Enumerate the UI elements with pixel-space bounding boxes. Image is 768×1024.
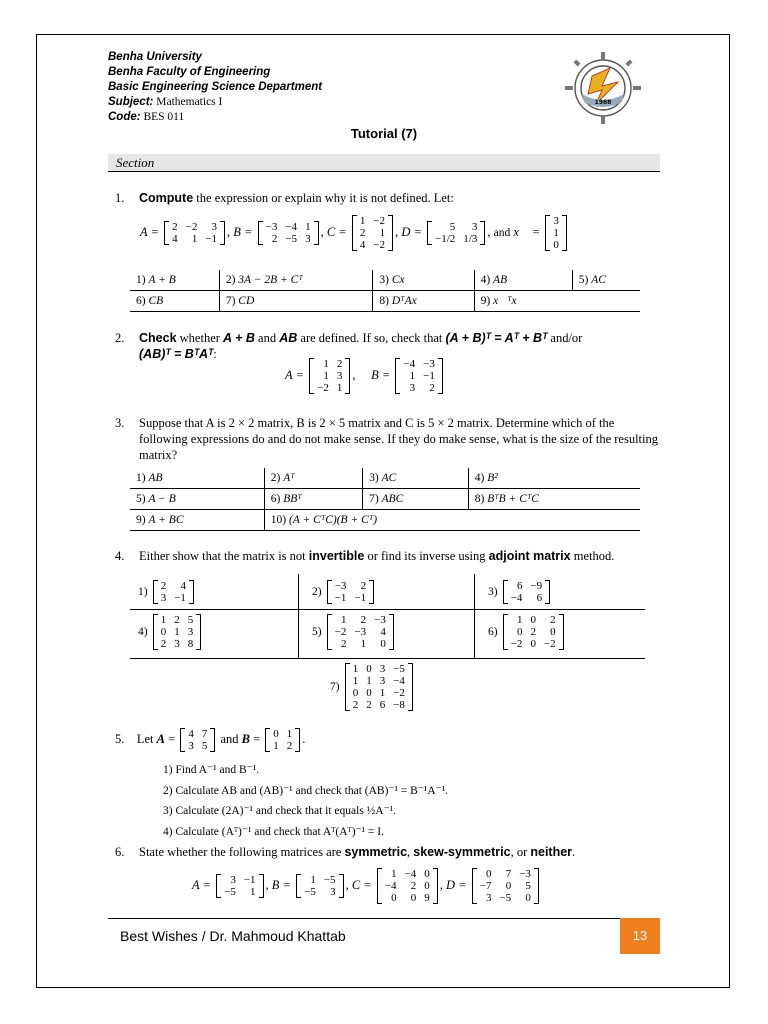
- q5-matrix-b: 0 1 1 2: [265, 728, 300, 752]
- q4-divider: [298, 574, 299, 658]
- q4-matrix-3: 3) 6 −9 −4 6: [488, 580, 552, 604]
- q1-item: 8) DᵀAx⃗: [373, 291, 474, 312]
- q3-item: 9) A + BC: [130, 510, 264, 531]
- question-5: 5. Let A = 4 7 3 5 and B = 0 1 1 2 .: [115, 728, 306, 752]
- q4-divider: [130, 658, 645, 659]
- q6-matrices: A = 3 −1 −5 1 , B = 1 −5 −5 3 , C = 1 −4 0 −4 2 0 0 0 9 , D = 0 7 −3 −7 0 5 3 −5 0: [192, 868, 541, 904]
- q5-subitems: [163, 760, 448, 842]
- q4-matrix-5: 5) 1 2 −3 −2 −3 4 2 1 0: [312, 614, 396, 650]
- department-name: Basic Engineering Science Department: [108, 81, 323, 93]
- q1-matrix-b: −3 −4 1 2 −5 3: [258, 221, 319, 245]
- q1-item: 3) Cx⃗: [373, 270, 474, 291]
- q6-matrix-b: 1 −5 −5 3: [296, 874, 343, 898]
- footer-rule: [108, 918, 660, 919]
- q1-item: 4) AB: [474, 270, 572, 291]
- code-line: Code: BES 011: [108, 111, 185, 123]
- faculty-logo-icon: [552, 46, 654, 126]
- q3-item: 3) AC: [363, 468, 469, 489]
- q3-expression-table: [130, 468, 640, 531]
- q3-item: 5) A − B: [130, 489, 264, 510]
- university-name: Benha University: [108, 51, 202, 63]
- q3-item: 7) ABC: [363, 489, 469, 510]
- q5-subitem: 1) Find A⁻¹ and B⁻¹.: [163, 764, 260, 776]
- q3-item: 1) AB: [130, 468, 264, 489]
- footer-text: Best Wishes / Dr. Mahmoud Khattab: [120, 928, 346, 944]
- faculty-name: Benha Faculty of Engineering: [108, 66, 271, 78]
- q1-item: 2) 3A − 2B + Cᵀ: [219, 270, 373, 291]
- header-block: [108, 50, 322, 125]
- q2-matrix-a: 1 2 1 3 −2 1: [309, 358, 350, 394]
- q4-matrix-1: 1) 2 4 3 −1: [138, 580, 196, 604]
- q1-matrices: A = 2 −2 3 4 1 −1 , B = −3 −4 1 2 −5 3 , C = 1 −2 2 1 4 −2 , D = 5 3 −1/2 1/3 , and x⃗ = 3 1 0: [140, 215, 569, 251]
- q2-matrix-b: −4 −3 1 −1 3 2: [395, 358, 442, 394]
- q1-item: 6) CB: [130, 291, 219, 312]
- q1-item: 7) CD: [219, 291, 373, 312]
- q2-matrices: A = 1 2 1 3 −2 1 , B = −4 −3 1 −1 3 2: [285, 358, 445, 394]
- q1-expression-table: [130, 270, 640, 312]
- q1-matrix-a: 2 −2 3 4 1 −1: [164, 221, 225, 245]
- q5-subitem: 3) Calculate (2A)⁻¹ and check that it equals ½A⁻¹.: [163, 805, 396, 817]
- q4-matrix-4: 4) 1 2 5 0 1 3 2 3 8: [138, 614, 203, 650]
- q1-matrix-c: 1 −2 2 1 4 −2: [352, 215, 393, 251]
- q5-subitem: 4) Calculate (Aᵀ)⁻¹ and check that Aᵀ(Aᵀ)⁻¹ = I.: [163, 825, 384, 838]
- q1-matrix-d: 5 3 −1/2 1/3: [427, 221, 485, 245]
- q5-matrix-a: 4 7 3 5: [180, 728, 215, 752]
- q4-divider: [130, 609, 645, 610]
- q3-item: 6) BBᵀ: [264, 489, 362, 510]
- q3-item: 2) Aᵀ: [264, 468, 362, 489]
- q5-subitem: 2) Calculate AB and (AB)⁻¹ and check that (AB)⁻¹ = B⁻¹A⁻¹.: [163, 784, 449, 797]
- q3-item: 8) BᵀB + CᵀC: [468, 489, 640, 510]
- q4-matrix-2: 2) −3 2 −1 −1: [312, 580, 376, 604]
- q3-item: 10) (A + CᵀC)(B + Cᵀ): [264, 510, 640, 531]
- q4-divider: [474, 574, 475, 658]
- q4-matrix-7: 7) 1 0 3 −5 1 1 3 −4 0 0 1 −2 2 2 6 −8: [330, 663, 415, 711]
- q4-matrix-6: 6) 1 0 2 0 2 0 −2 0 −2: [488, 614, 566, 650]
- q1-item: 9) x⃗ᵀx⃗: [474, 291, 572, 312]
- q1-item: 1) A + B: [130, 270, 219, 291]
- q6-matrix-c: 1 −4 0 −4 2 0 0 0 9: [377, 868, 438, 904]
- q1-vector-x: 3 1 0: [545, 215, 567, 251]
- q6-matrix-a: 3 −1 −5 1: [216, 874, 263, 898]
- q1-item: 5) AC: [572, 270, 640, 291]
- subject-line: Subject: Mathematics I: [108, 96, 223, 108]
- q3-item: 4) B²: [468, 468, 640, 489]
- page-title: Tutorial (7): [350, 126, 418, 141]
- section-bar: Section: [108, 154, 660, 172]
- page-number: 13: [620, 918, 660, 954]
- svg-text:1988: 1988: [594, 99, 612, 106]
- q6-matrix-d: 0 7 −3 −7 0 5 3 −5 0: [472, 868, 539, 904]
